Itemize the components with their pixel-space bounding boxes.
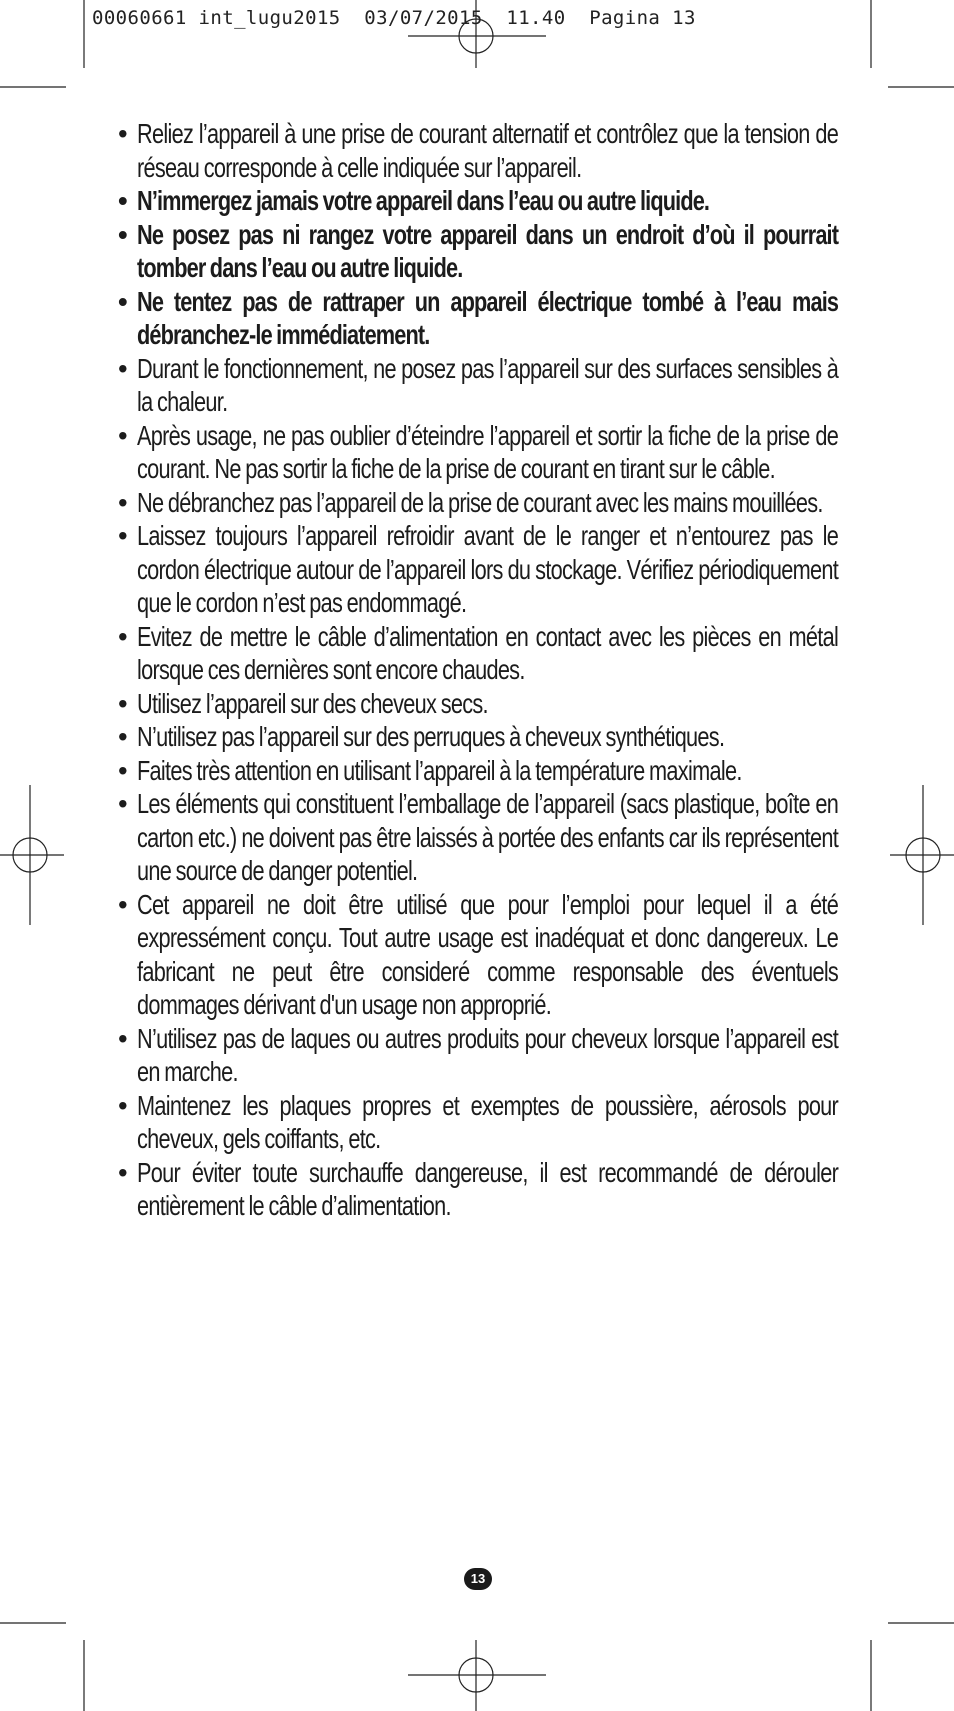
instruction-item: [118, 419, 838, 486]
instruction-text: Ne posez pas ni rangez votre appareil dans un endroit d’où il pourrait tomber dans l’eau ou autre liquide.: [137, 218, 839, 283]
instruction-text: Ne débranchez pas l’appareil de la prise de courant avec les mains mouillées.: [137, 486, 823, 518]
instruction-item: [118, 687, 838, 721]
instruction-item: [118, 285, 838, 352]
instruction-text: Après usage, ne pas oublier d’éteindre l’appareil et sortir la fiche de la prise de courant. Ne pas sortir la fiche de la prise de courant en tirant sur le câble.: [137, 419, 839, 484]
instruction-text: N’immergez jamais votre appareil dans l’eau ou autre liquide.: [137, 185, 710, 216]
bullet-icon: •: [118, 285, 127, 317]
bullet-icon: •: [118, 620, 127, 652]
bullet-icon: •: [118, 118, 127, 149]
instruction-item: [118, 486, 838, 520]
instruction-item: [118, 1089, 838, 1156]
instruction-text: Durant le fonctionnement, ne posez pas l’appareil sur des surfaces sensibles à la chaleur.: [137, 352, 839, 417]
instruction-item: [118, 218, 838, 285]
instruction-item: [118, 720, 838, 754]
instruction-text: Reliez l’appareil à une prise de courant alternatif et contrôlez que la tension de réseau corresponde à celle indiquée sur l’appareil.: [137, 118, 839, 183]
bullet-icon: •: [118, 520, 127, 551]
instruction-text: N’utilisez pas l’appareil sur des perruques à cheveux synthétiques.: [137, 721, 725, 752]
instruction-item: [118, 888, 838, 1022]
instruction-list: [118, 117, 838, 1223]
instruction-text: Faites très attention en utilisant l’appareil à la température maximale.: [137, 754, 742, 786]
instruction-text: Les éléments qui constituent l’emballage de l’appareil (sacs plastique, boîte en carton etc.) ne doivent pas être laissés à portée des enfants car ils représentent une source de danger potentiel.: [137, 788, 839, 886]
bullet-icon: •: [118, 419, 127, 451]
instruction-item: [118, 519, 838, 620]
bullet-icon: •: [118, 1022, 127, 1054]
print-slug: 00060661 int_lugu2015 03/07/2015 11.40 Pagina 13: [92, 7, 696, 29]
instruction-item: [118, 787, 838, 888]
page-number: 13: [464, 1568, 492, 1590]
instruction-item: [118, 1156, 838, 1223]
instruction-item: [118, 184, 838, 218]
bullet-icon: •: [118, 721, 127, 752]
instruction-item: [118, 754, 838, 788]
instruction-text: Ne tentez pas de rattraper un appareil électrique tombé à l’eau mais débranchez-le immédiatement.: [137, 285, 839, 350]
registration-mark-icon: [906, 838, 940, 872]
bullet-icon: •: [118, 888, 127, 920]
registration-mark-icon: [13, 838, 47, 872]
registration-mark-icon: [459, 1658, 493, 1692]
instruction-text: Cet appareil ne doit être utilisé que pour l’emploi pour lequel il a été expressément conçu. Tout autre usage est inadéquat et donc dangereux. Le fabricant ne peut être consideré comme responsable des éventuels dommages dérivant d'un usage non approprié.: [137, 888, 839, 1020]
bullet-icon: •: [118, 754, 127, 786]
bullet-icon: •: [118, 486, 127, 518]
bullet-icon: •: [118, 352, 127, 384]
bullet-icon: •: [118, 1156, 127, 1188]
instruction-item: [118, 1022, 838, 1089]
instruction-item: [118, 352, 838, 419]
instruction-item: [118, 117, 838, 184]
instruction-item: [118, 620, 838, 687]
instruction-text: Pour éviter toute surchauffe dangereuse, il est recommandé de dérouler entièrement le câble d’alimentation.: [137, 1156, 839, 1221]
bullet-icon: •: [118, 185, 127, 216]
instruction-text: Maintenez les plaques propres et exemptes de poussière, aérosols pour cheveux, gels coiffants, etc.: [137, 1089, 839, 1154]
safety-instructions: [118, 117, 838, 1223]
instruction-text: Laissez toujours l’appareil refroidir avant de le ranger et n’entourez pas le cordon électrique autour de l’appareil lors du stockage. Vérifiez périodiquement que le cordon n’est pas endommagé.: [137, 520, 839, 618]
instruction-text: Utilisez l’appareil sur des cheveux secs.: [137, 687, 488, 719]
bullet-icon: •: [118, 1089, 127, 1121]
bullet-icon: •: [118, 218, 127, 250]
instruction-text: N’utilisez pas de laques ou autres produits pour cheveux lorsque l’appareil est en marche.: [137, 1022, 839, 1087]
bullet-icon: •: [118, 788, 127, 819]
bullet-icon: •: [118, 687, 127, 719]
instruction-text: Evitez de mettre le câble d’alimentation en contact avec les pièces en métal lorsque ces dernières sont encore chaudes.: [137, 620, 839, 685]
